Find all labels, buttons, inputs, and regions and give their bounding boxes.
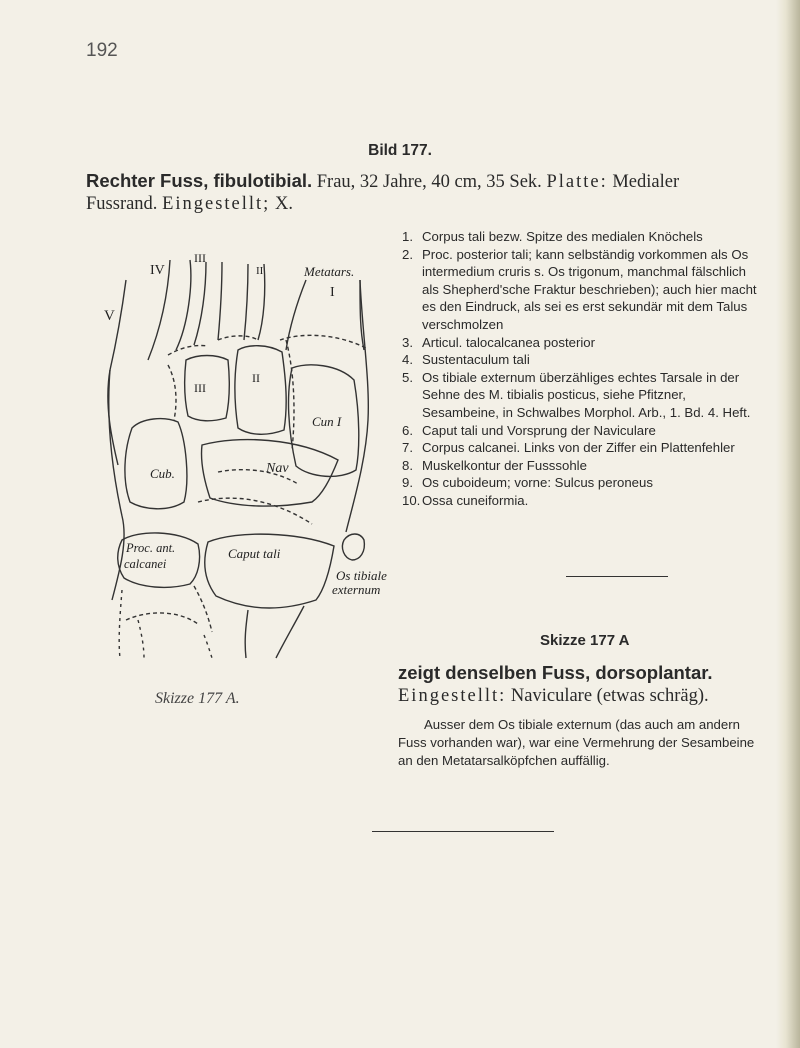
figure-title: Bild 177. — [368, 142, 432, 159]
list-item-number: 10. — [402, 492, 421, 508]
label-proc-ant: Proc. ant. — [126, 541, 176, 555]
skizze-note: Ausser dem Os tibiale externum (das auch am andern Fuss vorhanden war), war eine Vermehrung der Sesambeine an den Metatarsalköpfchen auffällig. — [398, 717, 755, 768]
label-caput-tali: Caput tali — [228, 546, 281, 561]
skizze-desc-rest: Naviculare (etwas schräg). — [510, 686, 709, 706]
list-item-text: Sustentaculum tali — [422, 352, 530, 368]
list-item-text: Corpus calcanei. Links von der Ziffer ein Plattenfehler — [422, 440, 735, 456]
list-item-number: 5. — [402, 369, 413, 385]
list-item-text: Caput tali und Vorsprung der Naviculare — [422, 422, 656, 438]
label-calcanei: calcanei — [124, 557, 167, 571]
labels-list — [402, 228, 764, 510]
heading-platte-label: Platte: — [546, 172, 608, 192]
end-divider — [372, 831, 554, 832]
list-item — [402, 246, 764, 334]
lateral-contour — [109, 370, 124, 600]
lower-dashes — [119, 590, 212, 658]
list-item-text: Os tibiale externum überzähliges echtes Tarsale in der Sehne des M. tibialis posticus, siehe Pfitzner, Sesambeine, in Schwalbes Morphol. Arb., 1. Bd. 4. Heft. — [422, 369, 751, 420]
cuneiform-ii-outline — [235, 346, 286, 435]
list-item — [402, 492, 764, 510]
cuneiform-iii-outline — [185, 356, 230, 421]
label-externum: externum — [332, 582, 381, 597]
skizze-desc-bold: zeigt denselben Fuss, dorsoplantar. — [398, 662, 713, 683]
list-item-number: 2. — [402, 246, 413, 262]
skizze-desc-label: Eingestellt: — [398, 686, 507, 706]
heading-setting-mark: X. — [274, 194, 293, 214]
heading-subject: Rechter Fuss, fibulotibial. — [86, 170, 313, 191]
label-cuneiform-ii: II — [252, 371, 260, 385]
list-item-text: Ossa cuneiformia. — [422, 492, 529, 508]
label-cuboid: Cub. — [150, 466, 175, 481]
calcaneus-dashes — [126, 586, 212, 632]
list-item-number: 6. — [402, 422, 413, 438]
talus-neck-lines — [245, 606, 304, 658]
label-cuneiform-iii: III — [194, 381, 206, 395]
list-item — [402, 334, 764, 352]
skizze-description — [398, 662, 768, 707]
section-divider — [566, 576, 668, 577]
list-item — [402, 422, 764, 440]
list-item — [402, 439, 764, 457]
list-item-number: 1. — [402, 229, 413, 244]
list-item-text: Muskelkontur der Fusssohle — [422, 457, 587, 473]
label-os-tibiale: Os tibiale — [336, 568, 387, 583]
label-ray-v: V — [104, 308, 115, 324]
figure-heading — [86, 170, 746, 215]
list-item-text: Os cuboideum; vorne: Sulcus peroneus — [422, 475, 653, 491]
label-ray-iii: III — [194, 251, 206, 265]
heading-platte-value: Medialer Fussrand. — [86, 172, 680, 214]
metatarsal-base-dashes — [168, 335, 366, 355]
list-item — [402, 457, 764, 475]
list-item — [402, 351, 764, 369]
list-item-number: 9. — [402, 475, 413, 491]
page-number: 192 — [86, 40, 118, 61]
list-item — [402, 474, 764, 492]
label-ray-i: I — [330, 285, 335, 300]
list-item-number: 3. — [402, 334, 413, 350]
navicular-dashes — [198, 470, 312, 524]
skizze-title: Skizze 177 A — [540, 632, 630, 649]
label-navicular: Nav — [266, 461, 289, 476]
label-cuneiform-i: Cun I — [312, 414, 342, 429]
label-metatars: Metatars. — [304, 264, 355, 279]
metatarsal-i-outline — [286, 280, 364, 350]
cuneiform-dashes — [168, 340, 294, 450]
list-item — [402, 228, 764, 246]
heading-details: Frau, 32 Jahre, 40 cm, 35 Sek. — [316, 172, 542, 192]
metatarsal-iii-outline — [194, 262, 222, 345]
heading-setting-label: Eingestellt; — [162, 194, 271, 214]
os-tibiale-outline — [342, 534, 364, 560]
cuboid-outline — [125, 419, 187, 509]
list-item — [402, 369, 764, 422]
label-ray-ii: II — [256, 265, 264, 277]
label-ray-iv: IV — [150, 263, 165, 278]
list-item-number: 8. — [402, 457, 413, 473]
list-item-text: Corpus tali bezw. Spitze des medialen Knöchels — [422, 229, 703, 244]
foot-sketch — [98, 240, 388, 660]
list-item-number: 4. — [402, 352, 413, 368]
list-item-text: Articul. talocalcanea posterior — [422, 334, 595, 350]
list-item-text: Proc. posterior tali; kann selbständig vorkommen als Os intermedium cruris s. Os trigonum, manchmal fälschlich als Shepherd'sche Fraktur beschrieben); auch hier macht es den Eindruck, als sei es erst sekundär mit dem Talus verschmolzen — [422, 246, 757, 332]
list-item-number: 7. — [402, 440, 413, 456]
sketch-caption: Skizze 177 A. — [155, 690, 240, 707]
